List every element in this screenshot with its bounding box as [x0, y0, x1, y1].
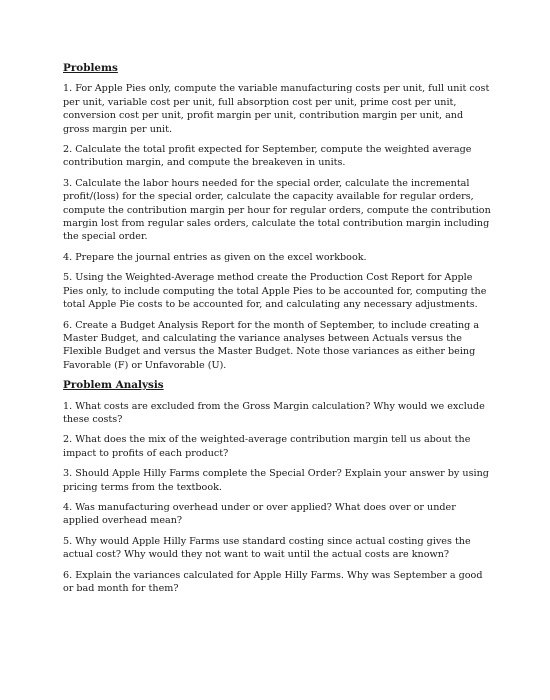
analysis-item-2: 2. What does the mix of the weighted-average contribution margin tell us about the impact to profits of each product? [63, 434, 471, 459]
problem-analysis-section [63, 379, 491, 595]
problem-item-5: 5. Using the Weighted-Average method create the Production Cost Report for Apple Pies only, to include computing the total Apple Pies to be accounted for, computing the total Apple Pie costs to be accounted for, and calculating any necessary adjustments. [63, 272, 487, 311]
problem-analysis-heading: Problem Analysis [63, 379, 164, 392]
document-page [63, 62, 491, 602]
problem-item-6: 6. Create a Budget Analysis Report for the month of September, to include creating a Master Budget, and calculating the variance analyses between Actuals versus the Flexible Budget and versus the Master Budget. Note those variances as either being Favorable (F) or Unfavorable (U). [63, 319, 480, 371]
analysis-item-4: 4. Was manufacturing overhead under or over applied? What does over or under applied overhead mean? [63, 501, 456, 527]
problem-item-4: 4. Prepare the journal entries as given on the excel workbook. [63, 251, 367, 263]
analysis-item-3: 3. Should Apple Hilly Farms complete the Special Order? Explain your answer by using pricing terms from the textbook. [63, 468, 489, 493]
analysis-item-1: 1. What costs are excluded from the Gross Margin calculation? Why would we exclude these costs? [63, 400, 485, 425]
problems-section [63, 62, 491, 372]
problem-item-3: 3. Calculate the labor hours needed for the special order, calculate the incremental profit/(loss) for the special order, calculate the capacity available for regular orders, compute the contribution margin per hour for regular orders, compute the contribution margin lost from regular sales orders, calculate the total contribution margin including the special order. [63, 177, 491, 243]
problems-heading: Problems [63, 62, 118, 74]
problem-item-1: 1. For Apple Pies only, compute the variable manufacturing costs per unit, full unit cost per unit, variable cost per unit, full absorption cost per unit, prime cost per unit, conversion cost per unit, profit margin per unit, contribution margin per unit, and gross margin per unit. [63, 83, 490, 135]
problem-item-2: 2. Calculate the total profit expected for September, compute the weighted average contribution margin, and compute the breakeven in units. [63, 144, 472, 169]
analysis-item-6: 6. Explain the variances calculated for Apple Hilly Farms. Why was September a good or bad month for them? [63, 569, 483, 594]
analysis-item-5: 5. Why would Apple Hilly Farms use standard costing since actual costing gives the actual cost? Why would they not want to wait until the actual costs are known? [63, 535, 471, 561]
